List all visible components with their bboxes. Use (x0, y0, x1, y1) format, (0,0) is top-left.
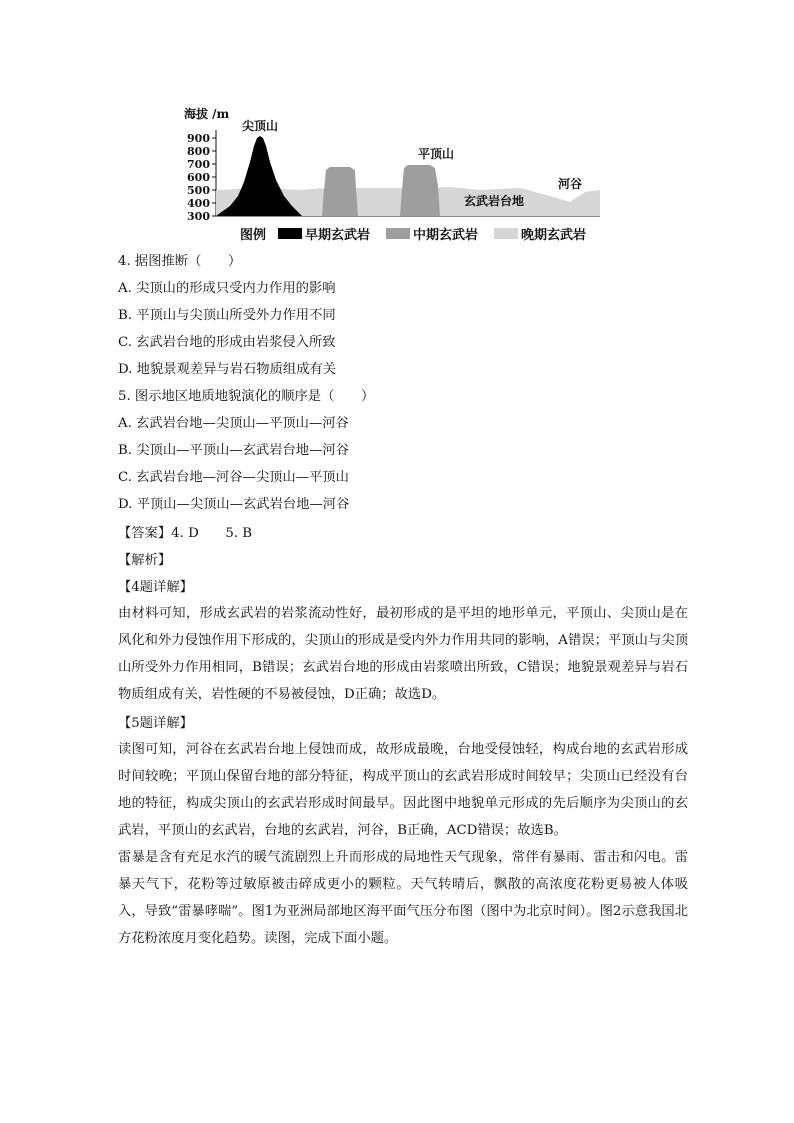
q4-option-d: D. 地貌景观差异与岩石物质组成有关 (118, 362, 337, 377)
q4-option-b: B. 平顶山与尖顶山所受外力作用不同 (118, 308, 336, 323)
middle-basalt-mesa-right (400, 165, 440, 216)
figure-legend (240, 224, 590, 242)
legend-swatch-middle (386, 228, 410, 239)
q5-option-c: C. 玄武岩台地—河谷—尖顶山—平顶山 (118, 470, 349, 485)
legend-title: 图例 (240, 227, 267, 243)
tick-300: 300 (187, 210, 210, 223)
detail-4-heading: 【4题详解】 (118, 580, 193, 595)
legend-label-late: 晚期玄武岩 (521, 227, 587, 243)
q4-option-c: C. 玄武岩台地的形成由岩浆侵入所致 (118, 335, 336, 350)
detail-4-text: 由材料可知，形成玄武岩的岩浆流动性好，最初形成的是平坦的地形单元，平顶山、尖顶山是在风化和外力侵蚀作用下形成的，尖顶山的形成是受内外力作用共同的影响，A错误；平顶山与尖顶山所受外力作用相同，B错误；玄武岩台地的形成由岩浆喷出所致，C错误；地貌景观差异与岩石物质组成有关，岩性硬的不易被侵蚀，D正确；故选D。 (118, 606, 688, 702)
q5-stem: 5. 图示地区地质地貌演化的顺序是（ ） (118, 389, 375, 404)
label-valley: 河谷 (557, 177, 583, 191)
analysis-heading: 【解析】 (118, 553, 172, 568)
intro-paragraph: 雷暴是含有充足水汽的暖气流剧烈上升而形成的局地性天气现象，常伴有暴雨、雷击和闪电。雷暴天气下，花粉等过敏原被击碎成更小的颗粒。天气转晴后，飘散的高浓度花粉更易被人体吸入，导致“雷暴哮喘”。图1为亚洲局部地区海平面气压分布图（图中为北京时间）。图2示意我国北方花粉浓度月变化趋势。读图，完成下面小题。 (118, 850, 688, 946)
q4-option-a: A. 尖顶山的形成只受内力作用的影响 (118, 281, 336, 296)
y-ticks (187, 132, 216, 223)
tick-400: 400 (187, 197, 210, 210)
tick-800: 800 (187, 145, 210, 158)
label-peak: 尖顶山 (241, 119, 279, 133)
label-mesa: 平顶山 (417, 147, 455, 161)
middle-basalt-mesa-left (322, 167, 358, 216)
legend-label-middle: 中期玄武岩 (413, 227, 479, 243)
legend-swatch-early (278, 228, 302, 239)
detail-5-heading: 【5题详解】 (118, 716, 193, 731)
q4-stem: 4. 据图推断（ ） (118, 254, 242, 269)
detail-5-text: 读图可知，河谷在玄武岩台地上侵蚀而成，故形成最晚，台地受侵蚀轻，构成台地的玄武岩形成时间较晚；平顶山保留台地的部分特征，构成平顶山的玄武岩形成时间较早；尖顶山已经没有台地的特征，构成尖顶山的玄武岩形成时间最早。因此图中地貌单元形成的先后顺序为尖顶山的玄武岩，平顶山的玄武岩，台地的玄武岩，河谷，B正确，ACD错误；故选B。 (118, 742, 688, 838)
label-plateau: 玄武岩台地 (463, 194, 525, 208)
answer-line: 【答案】4. D 5. B (118, 526, 253, 541)
legend-swatch-late (494, 228, 518, 239)
tick-700: 700 (187, 158, 210, 171)
legend-label-early: 早期玄武岩 (305, 227, 371, 243)
y-axis-label: 海拔 /m (184, 107, 230, 121)
q5-option-d: D. 平顶山—尖顶山—玄武岩台地—河谷 (118, 497, 350, 512)
tick-500: 500 (187, 184, 210, 197)
tick-900: 900 (187, 132, 210, 145)
tick-600: 600 (187, 171, 210, 184)
q5-option-b: B. 尖顶山—平顶山—玄武岩台地—河谷 (118, 443, 349, 458)
q5-option-a: A. 玄武岩台地—尖顶山—平顶山—河谷 (118, 416, 349, 431)
